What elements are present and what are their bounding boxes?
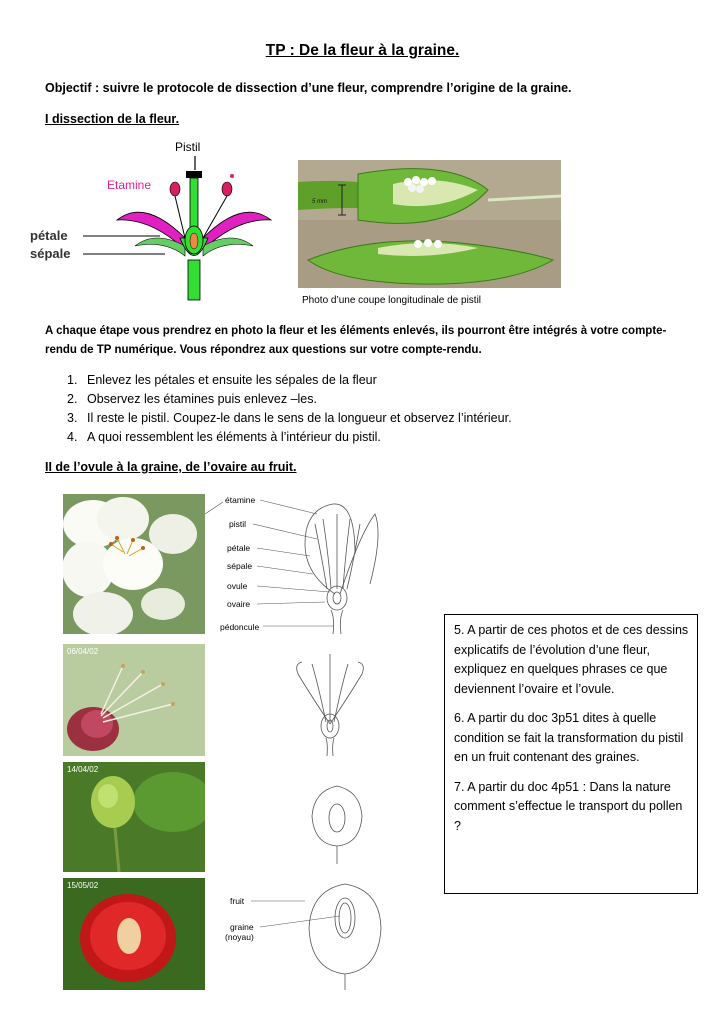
photo-date-2: 14/04/02 [67, 765, 99, 774]
label-pedoncule: pédoncule [220, 622, 260, 632]
label-ovaire: ovaire [227, 599, 251, 609]
flower-stage-2-diagram [290, 644, 370, 756]
list-item: 2. Observez les étamines puis enlevez –les. [67, 392, 317, 406]
pistil-section-photo [298, 160, 561, 288]
photo-caption: Photo d’une coupe longitudinale de pistil [302, 295, 482, 306]
list-item: 3. Il reste le pistil. Coupez-le dans le sens de la longueur et observez l’intérieur. [67, 411, 512, 425]
label-sepale: sépale [30, 246, 71, 261]
photo-stage-3 [63, 762, 205, 872]
flower-diagram [25, 138, 275, 303]
flower-section-diagram [205, 494, 385, 634]
label-petale-2: pétale [227, 543, 251, 553]
fruit-mature-diagram [205, 878, 385, 990]
photo-stage-4 [63, 878, 205, 990]
page-title: TP : De la fleur à la graine. [265, 42, 460, 59]
scale-label: 5 mm [312, 199, 327, 205]
label-etamine: Etamine [107, 178, 152, 192]
label-pistil: Pistil [175, 140, 201, 154]
section-heading-dissection: I dissection de la fleur. [45, 112, 180, 126]
question-5: 5. A partir de ces photos et de ces dessins explicatifs de l’évolution d’une fleur, expliquez en quelques phrases ce que deviennent l’ovaire et l’ovule. [454, 623, 689, 696]
label-ovule: ovule [227, 581, 248, 591]
label-pistil-2: pistil [229, 519, 247, 529]
objective: Objectif : suivre le protocole de dissection d’une fleur, comprendre l’origine de la graine. [45, 81, 572, 95]
protocol-steps [55, 371, 512, 447]
label-fruit: fruit [230, 896, 245, 906]
question-6: 6. A partir du doc 3p51 dites à quelle condition se fait la transformation du pistil en un fruit contenant des graines. [454, 711, 684, 764]
label-sepale-2: sépale [227, 561, 253, 571]
label-graine: graine [230, 922, 254, 932]
list-item: 4. A quoi ressemblent les éléments à l’intérieur du pistil. [67, 430, 381, 444]
list-item: 1. Enlevez les pétales et ensuite les sépales de la fleur [67, 373, 377, 387]
photo-date-3: 15/05/02 [67, 881, 99, 890]
label-noyau: (noyau) [225, 932, 254, 942]
photo-date-1: 06/04/02 [67, 647, 99, 656]
questions-box [444, 614, 698, 894]
label-petale: pétale [30, 228, 68, 243]
question-7: 7. A partir du doc 4p51 : Dans la nature comment s’effectue le transport du pollen ? [454, 779, 683, 833]
photo-blossom [63, 494, 205, 634]
section-heading-ovule: II de l’ovule à la graine, de l’ovaire au fruit. [45, 460, 297, 474]
instructions: A chaque étape vous prendrez en photo la fleur et les éléments enlevés, ils pourront être intégrés à votre compte-rendu de TP numérique. Vous répondrez aux questions sur votre compte-rendu. [45, 325, 667, 356]
label-etamine-2: étamine [225, 495, 256, 505]
photo-stage-2 [63, 644, 205, 756]
fruit-young-diagram [300, 776, 375, 866]
